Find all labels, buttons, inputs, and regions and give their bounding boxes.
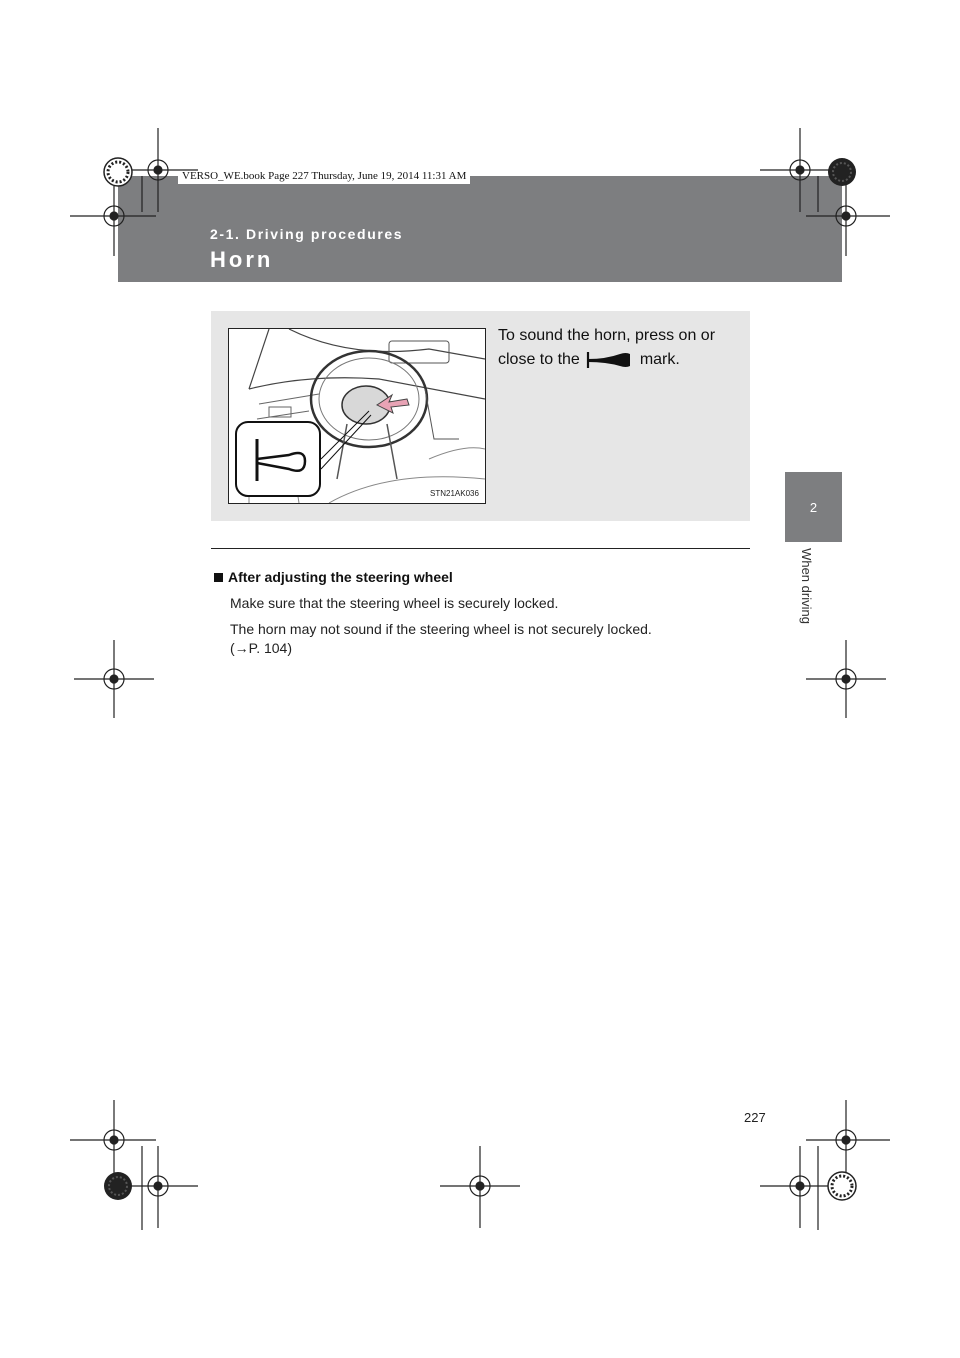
crosshair-mark-icon	[70, 1100, 156, 1182]
chapter-tab-number: 2	[809, 500, 818, 515]
crosshair-mark-icon	[806, 640, 886, 718]
instruction-text-start: To sound the horn, press on or close to the	[498, 327, 716, 368]
section-label: 2-1. Driving procedures	[210, 226, 404, 242]
note-line-3: (→P. 104)	[230, 640, 292, 656]
crosshair-mark-icon	[74, 640, 154, 718]
page-number: 227	[744, 1110, 766, 1125]
note-heading-text: After adjusting the steering wheel	[228, 569, 453, 585]
solid-target-mark-icon	[104, 1172, 132, 1200]
solid-target-mark-icon	[828, 158, 856, 186]
note-line-1: Make sure that the steering wheel is securely locked.	[230, 595, 559, 611]
chapter-tab-label: When driving	[799, 548, 814, 624]
starburst-mark-icon	[104, 158, 132, 186]
illustration-code: STN21AK036	[430, 489, 479, 498]
note-line-2: The horn may not sound if the steering wheel is not securely locked.	[230, 621, 652, 637]
book-stamp: VERSO_WE.book Page 227 Thursday, June 19, 2014 11:31 AM	[178, 168, 470, 184]
starburst-mark-icon	[828, 1172, 856, 1200]
crosshair-mark-icon	[760, 128, 840, 212]
instruction-text-end: mark.	[639, 351, 680, 368]
page-title: Horn	[210, 247, 274, 272]
crosshair-mark-icon	[70, 176, 156, 256]
crosshair-mark-icon	[440, 1146, 520, 1228]
